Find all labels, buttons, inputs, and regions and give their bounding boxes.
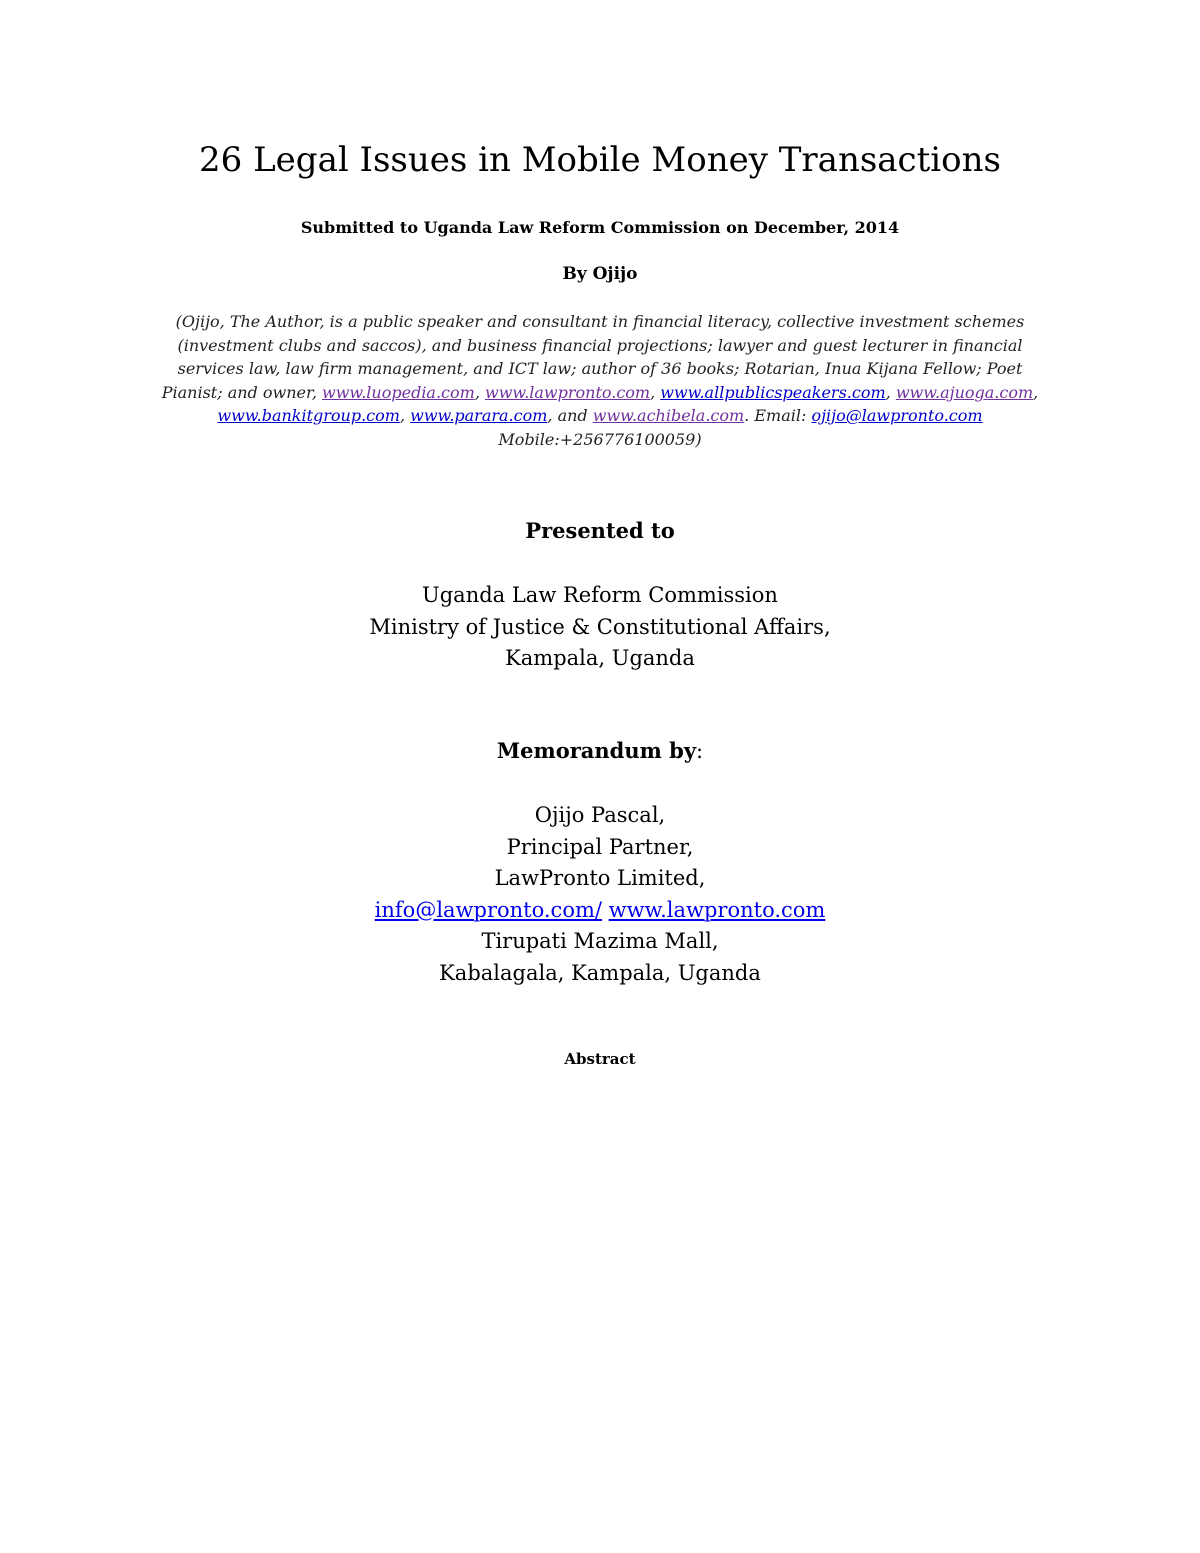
memo-location: Kabalagala, Kampala, Uganda bbox=[439, 960, 761, 985]
bio-separator: , bbox=[474, 382, 485, 402]
parara-link[interactable]: www.parara.com bbox=[410, 406, 548, 425]
bio-separator: , and bbox=[547, 406, 593, 425]
recipient-address bbox=[100, 580, 1100, 675]
memorandum-heading-colon: : bbox=[696, 739, 704, 763]
recipient-line: Uganda Law Reform Commission bbox=[422, 583, 778, 607]
memo-website-link[interactable]: www.lawpronto.com bbox=[608, 897, 826, 922]
recipient-line: Ministry of Justice & Constitutional Affairs, bbox=[369, 614, 831, 639]
author-mobile: Mobile:+256776100059) bbox=[498, 429, 702, 449]
bio-separator: , bbox=[1033, 382, 1039, 402]
bankitgroup-link[interactable]: www.bankitgroup.com bbox=[217, 406, 400, 425]
presented-to-heading: Presented to bbox=[525, 518, 675, 543]
document-title: 26 Legal Issues in Mobile Money Transactions bbox=[199, 140, 1001, 180]
memo-contact-line bbox=[100, 895, 1100, 927]
memo-author-role: Principal Partner, bbox=[506, 834, 694, 859]
document-subtitle: Submitted to Uganda Law Reform Commission on December, 2014 bbox=[300, 218, 900, 237]
luopedia-link[interactable]: www.luopedia.com bbox=[322, 382, 475, 402]
ajuoga-link[interactable]: www.ajuoga.com bbox=[895, 382, 1034, 402]
memo-author-name: Ojijo Pascal, bbox=[534, 803, 666, 827]
bio-text: (Ojijo, The Author, is a public speaker and consultant in financial literacy, collective investment schemes (investment clubs and saccos), and business financial projections; lawyer and guest lecturer in financial services law, law firm management, and ICT law; author of 36 books; Rotarian, Inua Kijana Fellow; Poet Pianist; and owner, bbox=[161, 312, 1025, 402]
abstract-heading: Abstract bbox=[564, 1050, 636, 1068]
author-byline: By Ojijo bbox=[562, 264, 638, 284]
memorandum-heading bbox=[100, 738, 1100, 763]
memo-email-link[interactable]: info@lawpronto.com/ bbox=[374, 897, 602, 922]
bio-separator: . Email: bbox=[744, 406, 812, 425]
memo-building: Tirupati Mazima Mall, bbox=[481, 929, 719, 953]
bio-separator: , bbox=[399, 406, 411, 425]
allpublicspeakers-link[interactable]: www.allpublicspeakers.com bbox=[660, 382, 886, 402]
lawpronto-link[interactable]: www.lawpronto.com bbox=[485, 382, 651, 402]
bio-separator: , bbox=[885, 382, 896, 402]
achibela-link[interactable]: www.achibela.com bbox=[592, 406, 745, 425]
recipient-line: Kampala, Uganda bbox=[505, 646, 695, 670]
memorandum-heading-text: Memorandum by bbox=[496, 738, 697, 763]
author-email-link[interactable]: ojijo@lawpronto.com bbox=[811, 406, 983, 425]
memo-company: LawPronto Limited, bbox=[494, 866, 706, 890]
author-bio bbox=[150, 310, 1050, 451]
memorandum-author-block bbox=[100, 800, 1100, 989]
bio-separator: , bbox=[650, 382, 661, 402]
